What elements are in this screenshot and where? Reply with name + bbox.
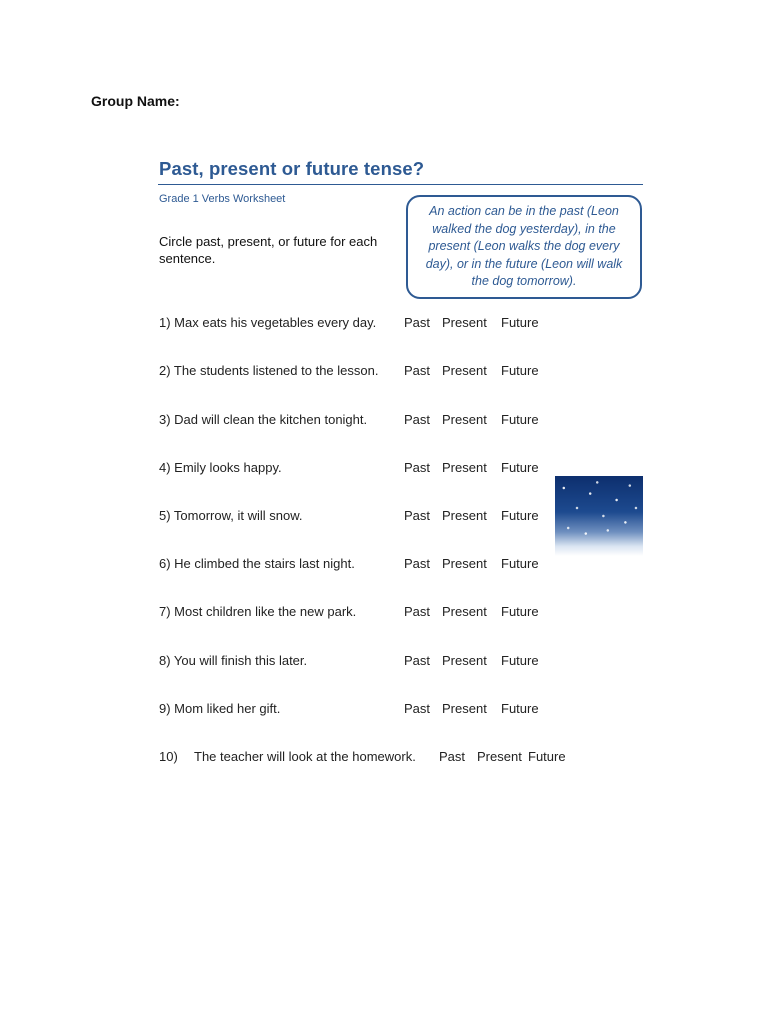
option-past[interactable]: Past	[404, 604, 431, 619]
question-9	[159, 701, 579, 719]
option-past[interactable]: Past	[404, 653, 431, 668]
question-text: The teacher will look at the homework.	[194, 749, 416, 764]
option-present[interactable]: Present	[442, 363, 487, 378]
option-present[interactable]: Present	[477, 749, 522, 764]
snowy-night-sky-image	[555, 476, 643, 556]
question-text: 2) The students listened to the lesson.	[159, 363, 379, 378]
question-text: 4) Emily looks happy.	[159, 460, 282, 475]
tense-explanation-box	[406, 195, 642, 299]
question-3	[159, 412, 579, 430]
question-text: 7) Most children like the new park.	[159, 604, 357, 619]
option-past[interactable]: Past	[404, 315, 431, 330]
question-6	[159, 556, 579, 574]
option-future[interactable]: Future	[501, 315, 539, 330]
question-4	[159, 460, 579, 478]
option-past[interactable]: Past	[404, 556, 431, 571]
question-2	[159, 363, 579, 381]
question-8	[159, 653, 579, 671]
option-future[interactable]: Future	[501, 653, 539, 668]
option-future[interactable]: Future	[501, 363, 539, 378]
question-text: 9) Mom liked her gift.	[159, 701, 281, 716]
option-future[interactable]: Future	[501, 604, 539, 619]
worksheet-title: Past, present or future tense?	[159, 158, 425, 179]
option-present[interactable]: Present	[442, 508, 487, 523]
question-1	[159, 315, 579, 333]
option-past[interactable]: Past	[404, 363, 431, 378]
option-present[interactable]: Present	[442, 604, 487, 619]
question-number: 10)	[159, 749, 178, 764]
question-7	[159, 604, 579, 622]
option-past[interactable]: Past	[404, 701, 431, 716]
option-present[interactable]: Present	[442, 460, 487, 475]
group-name-label: Group Name:	[91, 93, 180, 109]
option-past[interactable]: Past	[404, 412, 431, 427]
option-future[interactable]: Future	[501, 701, 539, 716]
question-5	[159, 508, 579, 526]
question-text: 1) Max eats his vegetables every day.	[159, 315, 377, 330]
option-future[interactable]: Future	[501, 508, 539, 523]
option-future[interactable]: Future	[501, 556, 539, 571]
question-text: 5) Tomorrow, it will snow.	[159, 508, 303, 523]
title-divider	[158, 184, 643, 185]
option-future[interactable]: Future	[501, 460, 539, 475]
instruction-text: Circle past, present, or future for each sentence.	[159, 234, 378, 266]
option-past[interactable]: Past	[404, 460, 431, 475]
question-text: 6) He climbed the stairs last night.	[159, 556, 355, 571]
option-present[interactable]: Present	[442, 412, 487, 427]
worksheet-subtitle: Grade 1 Verbs Worksheet	[159, 193, 286, 205]
option-future[interactable]: Future	[501, 412, 539, 427]
option-present[interactable]: Present	[442, 315, 487, 330]
question-text: 8) You will finish this later.	[159, 653, 308, 668]
option-present[interactable]: Present	[442, 653, 487, 668]
option-present[interactable]: Present	[442, 556, 487, 571]
tense-explanation-text: An action can be in the past (Leon walked the dog yesterday), in the present (Leon walks the dog every day), or in the future (Leon will walk the dog tomorrow).	[425, 204, 623, 289]
option-past[interactable]: Past	[404, 508, 431, 523]
option-future[interactable]: Future	[528, 749, 566, 764]
question-text: 3) Dad will clean the kitchen tonight.	[159, 412, 368, 427]
question-10	[159, 749, 579, 767]
option-present[interactable]: Present	[442, 701, 487, 716]
option-past[interactable]: Past	[439, 749, 466, 764]
